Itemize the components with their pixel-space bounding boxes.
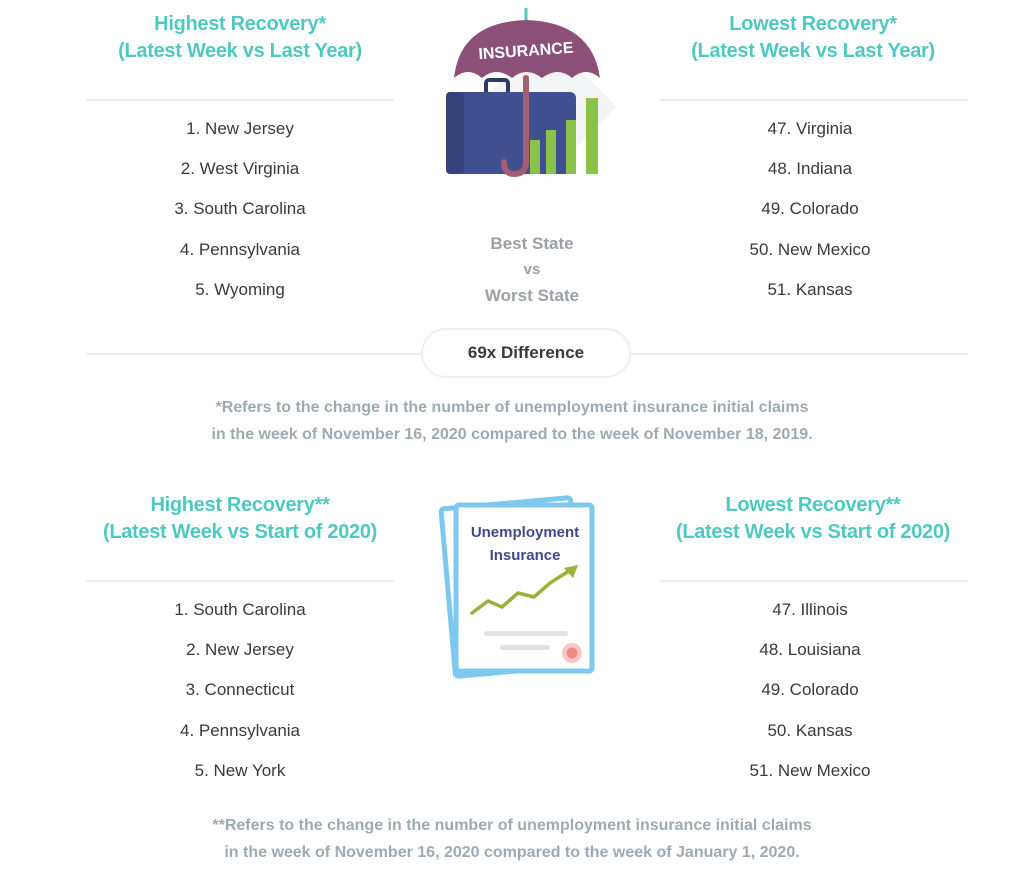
section1-right-heading-line1: Lowest Recovery* xyxy=(729,13,897,35)
section1-right-divider xyxy=(660,99,968,101)
document-icon xyxy=(441,498,592,677)
list-item: 50. New Mexico xyxy=(749,239,871,259)
comparison-line3: Worst State xyxy=(484,286,580,305)
section2-right-heading xyxy=(663,492,963,546)
document-illustration xyxy=(426,493,616,683)
difference-divider-right xyxy=(631,353,968,355)
section2-footnote-line2: in the week of November 16, 2020 compared to the week of January 1, 2020. xyxy=(224,844,800,861)
section1-right-heading-line2: (Latest Week vs Last Year) xyxy=(691,40,935,62)
comparison-line1: Best State xyxy=(490,234,574,253)
section1-footnote-line2: in the week of November 16, 2020 compared to the week of November 18, 2019. xyxy=(211,426,813,443)
list-item: 4. Pennsylvania xyxy=(179,720,301,740)
section2-left-heading xyxy=(90,492,390,546)
briefcase-icon xyxy=(446,80,576,174)
comparison-text xyxy=(452,231,612,309)
section2-right-list xyxy=(660,590,960,791)
document-line xyxy=(500,645,550,650)
difference-divider-left xyxy=(86,353,422,355)
list-item: 48. Indiana xyxy=(767,159,853,179)
list-item: 51. Kansas xyxy=(767,279,853,299)
section1-left-heading-line2: (Latest Week vs Last Year) xyxy=(118,40,362,62)
list-item: 47. Illinois xyxy=(772,600,848,619)
document-line xyxy=(484,631,568,636)
section2-left-list xyxy=(90,590,390,791)
list-item: 50. Kansas xyxy=(767,720,853,740)
list-item: 3. South Carolina xyxy=(174,199,306,219)
list-item: 51. New Mexico xyxy=(749,760,871,780)
section2-left-heading-line1: Highest Recovery** xyxy=(150,494,330,516)
list-item: 1. South Carolina xyxy=(174,600,306,619)
list-item: 4. Pennsylvania xyxy=(179,239,301,259)
list-item: 1. New Jersey xyxy=(186,119,294,138)
document-title-line2: Insurance xyxy=(489,547,561,564)
list-item: 5. Wyoming xyxy=(195,279,285,299)
section1-left-heading-line1: Highest Recovery* xyxy=(154,13,326,35)
section2-footnote xyxy=(112,812,912,866)
section2-right-heading-line1: Lowest Recovery** xyxy=(725,494,901,516)
list-item: 49. Colorado xyxy=(761,680,859,700)
section1-left-heading xyxy=(90,11,390,65)
section2-right-heading-line2: (Latest Week vs Start of 2020) xyxy=(675,521,951,543)
list-item: 5. New York xyxy=(194,760,286,780)
section2-right-divider xyxy=(660,580,968,582)
section1-footnote-line1: *Refers to the change in the number of unemployment insurance initial claims xyxy=(215,399,809,416)
section1-footnote xyxy=(112,394,912,448)
section1-left-divider xyxy=(86,99,394,101)
section2-left-heading-line2: (Latest Week vs Start of 2020) xyxy=(102,521,378,543)
comparison-line2: vs xyxy=(523,261,541,278)
section1-left-list xyxy=(90,109,390,310)
section2-left-divider xyxy=(86,580,394,582)
list-item: 47. Virginia xyxy=(767,119,853,138)
section1-right-list xyxy=(660,109,960,310)
document-title-line1: Unemployment xyxy=(470,524,580,541)
list-item: 48. Louisiana xyxy=(759,640,861,660)
list-item: 3. Connecticut xyxy=(185,680,295,700)
difference-badge: 69x Difference xyxy=(421,328,631,378)
section2-footnote-line1: **Refers to the change in the number of unemployment insurance initial claims xyxy=(212,817,812,834)
insurance-illustration xyxy=(426,2,626,192)
list-item: 49. Colorado xyxy=(761,199,859,219)
section1-right-heading xyxy=(663,11,963,65)
list-item: 2. New Jersey xyxy=(186,640,294,660)
umbrella-label: INSURANCE xyxy=(477,39,575,64)
list-item: 2. West Virginia xyxy=(180,159,300,179)
